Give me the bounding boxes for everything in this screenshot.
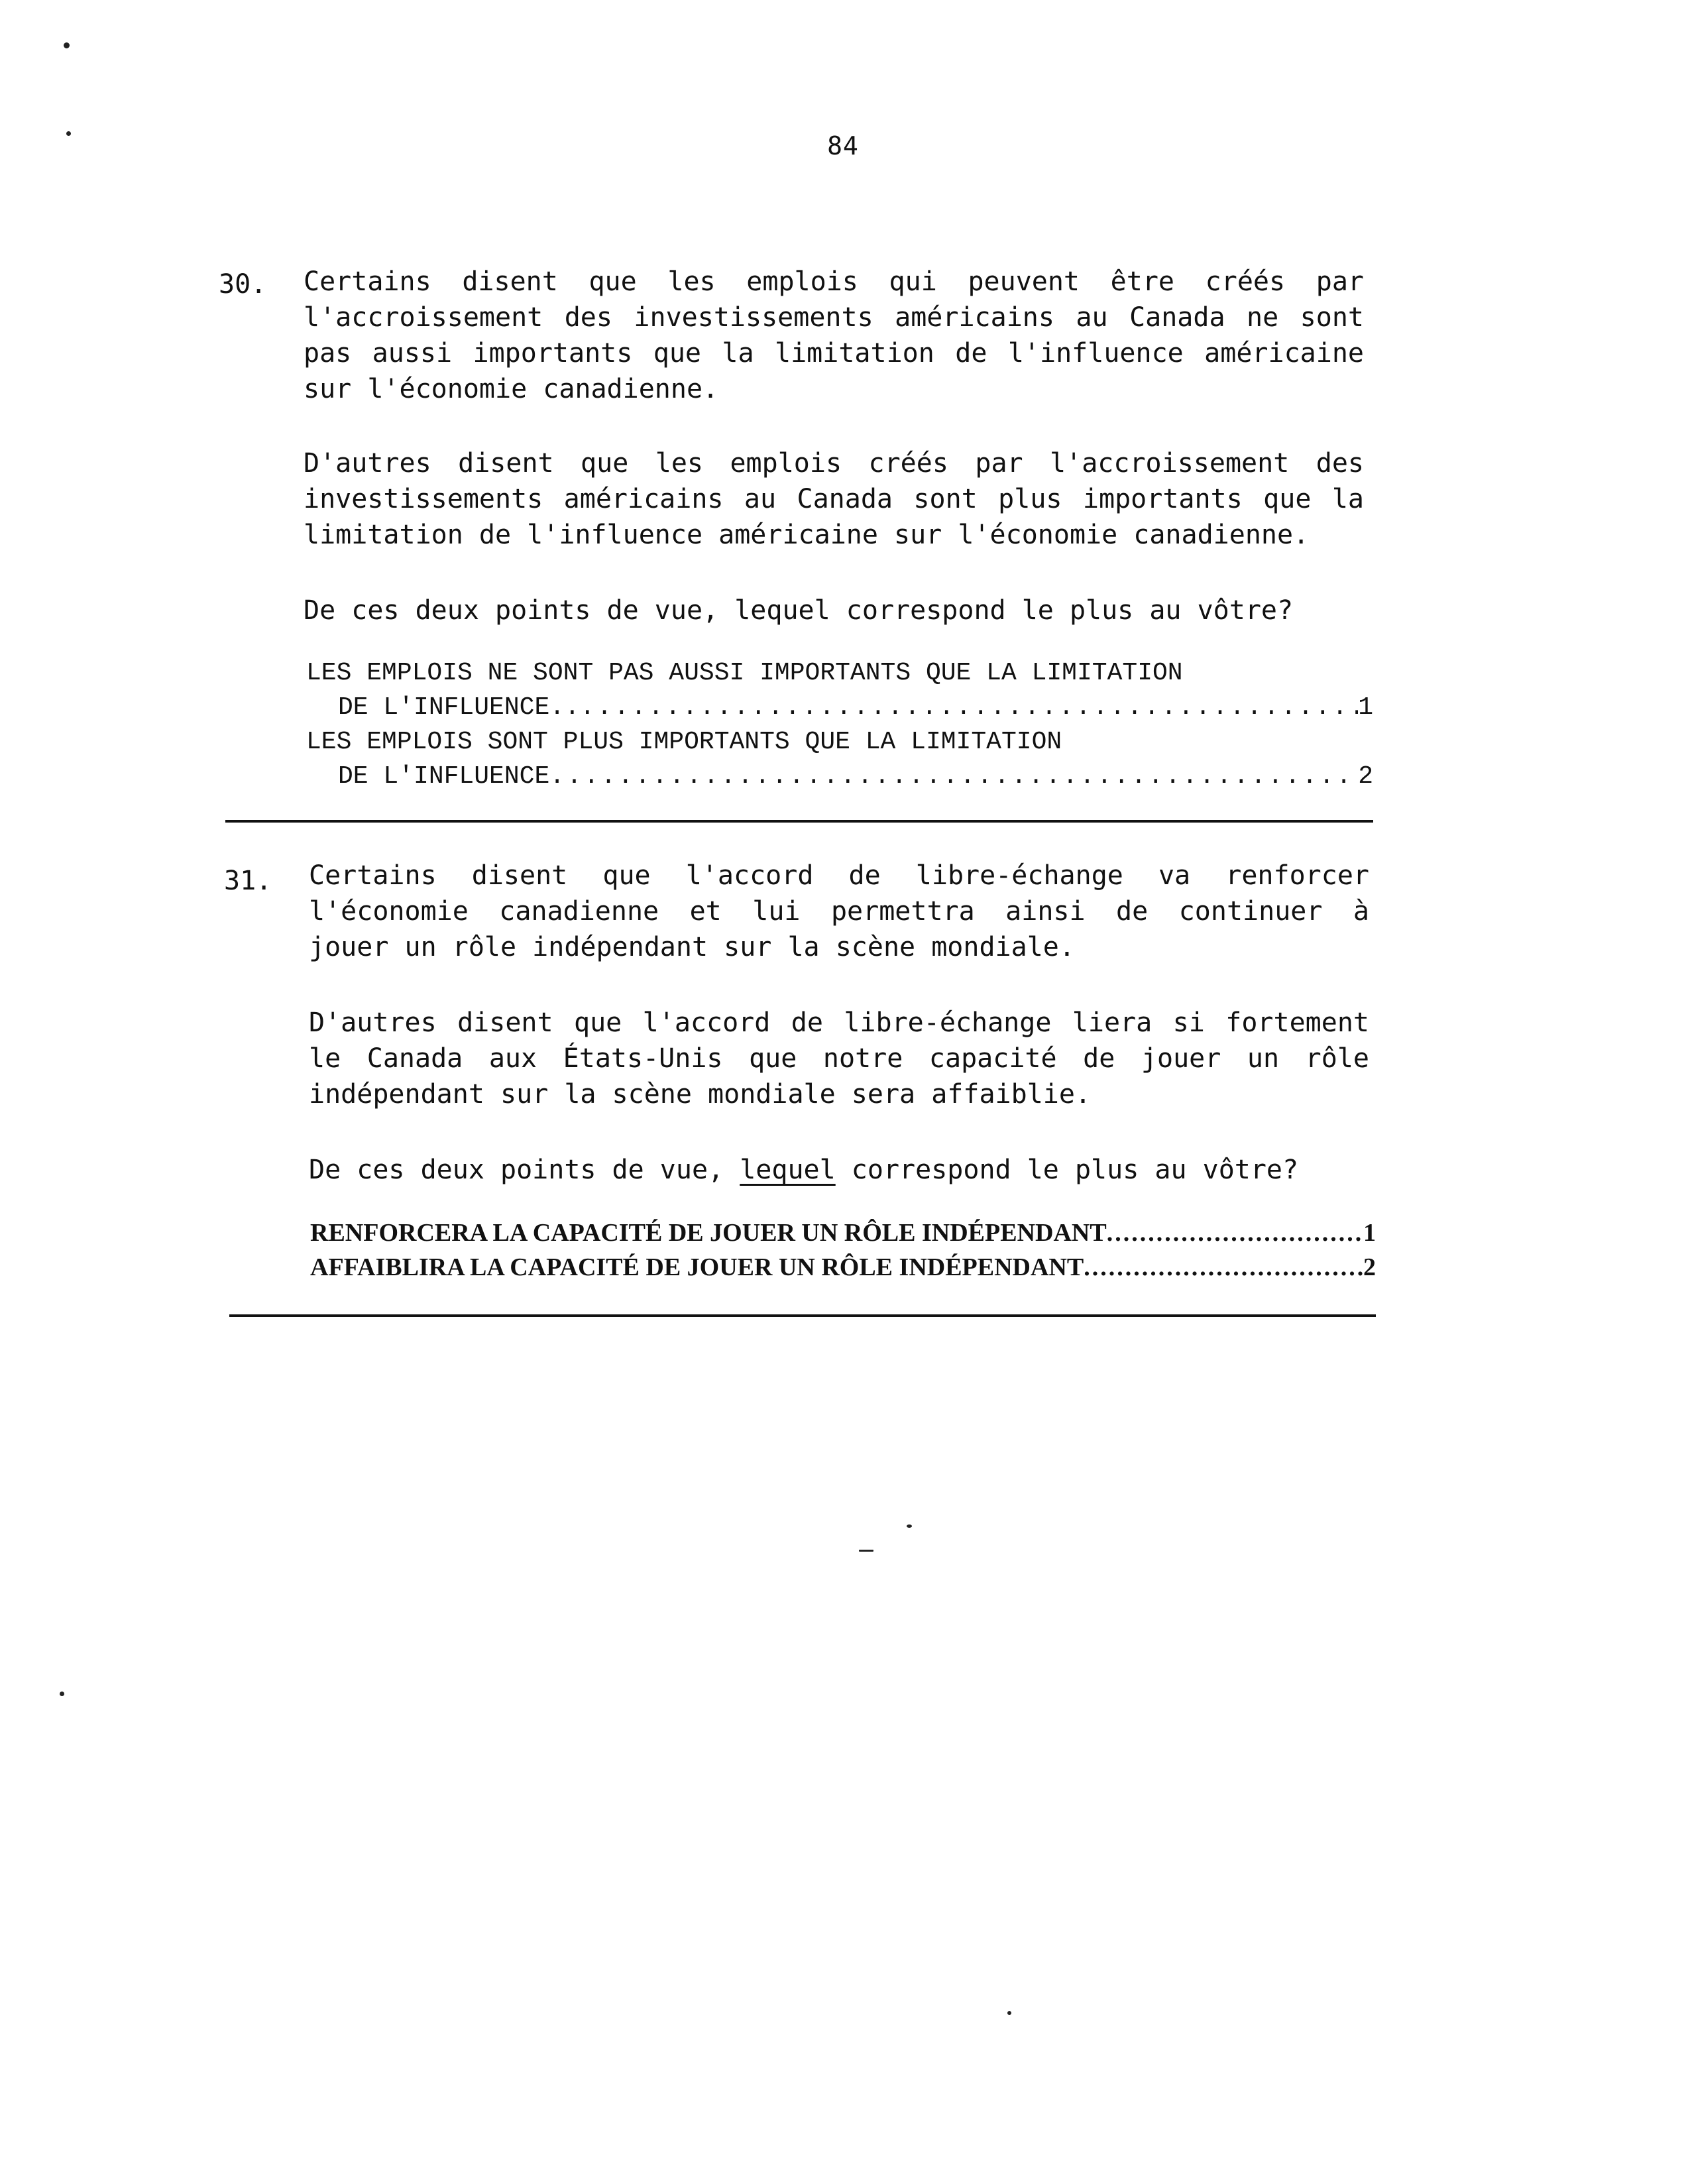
statement-line: jouer un rôle indépendant sur la scène mondiale.: [309, 932, 1075, 962]
question-31-statement-a: [309, 858, 1369, 965]
question-31-prompt: [309, 1152, 1298, 1188]
option-label: LES EMPLOIS SONT PLUS IMPORTANTS QUE LA LIMITATION: [306, 728, 1062, 756]
question-30-prompt: De ces deux points de vue, lequel correspond le plus au vôtre?: [304, 595, 1294, 626]
option-2: [310, 1250, 1376, 1285]
option-code: 1: [1358, 693, 1373, 722]
scan-speck: [1007, 2011, 1011, 2015]
option-label: DE L'INFLUENCE: [338, 762, 550, 791]
option-label: RENFORCERA LA CAPACITÉ DE JOUER UN RÔLE INDÉPENDANT: [310, 1219, 1107, 1247]
option-1-line-1: [306, 656, 1373, 691]
question-30-statement-a: [304, 264, 1364, 407]
question-31-options: [310, 1216, 1376, 1285]
option-1-line-2: [306, 691, 1373, 725]
option-label: AFFAIBLIRA LA CAPACITÉ DE JOUER UN RÔLE INDÉPENDANT: [310, 1253, 1084, 1281]
option-2-line-2: [306, 760, 1373, 794]
statement-line: le Canada aux États-Unis que notre capacité de jouer un rôle: [309, 1043, 1369, 1074]
statement-line: Certains disent que les emplois qui peuvent être créés par: [304, 266, 1364, 297]
section-divider: [225, 820, 1373, 823]
question-30-options: [306, 656, 1373, 794]
option-code: 2: [1358, 762, 1373, 791]
question-30-statement-b: [304, 445, 1364, 553]
statement-line: investissements américains au Canada sont plus importants que la: [304, 484, 1364, 514]
prompt-text: correspond le plus au vôtre?: [835, 1155, 1299, 1185]
statement-line: D'autres disent que les emplois créés par l'accroissement des: [304, 448, 1364, 479]
scan-speck: [859, 1550, 873, 1552]
prompt-text: De ces deux points de vue,: [309, 1155, 740, 1185]
scan-speck: [66, 131, 71, 136]
question-31-statement-b: [309, 1005, 1369, 1112]
prompt-emphasis: lequel: [740, 1155, 836, 1185]
option-label: DE L'INFLUENCE..: [338, 693, 580, 722]
page-number: 84: [827, 131, 859, 160]
scan-speck: [60, 1692, 64, 1696]
section-divider: [229, 1314, 1376, 1317]
question-30-number: 30.: [219, 269, 267, 300]
statement-line: l'économie canadienne et lui permettra ainsi de continuer à: [309, 896, 1369, 927]
leader-dots: [1084, 1250, 1363, 1285]
statement-line: l'accroissement des investissements américains au Canada ne sont: [304, 302, 1364, 333]
option-label: LES EMPLOIS NE SONT PAS AUSSI IMPORTANTS QUE LA LIMITATION: [306, 659, 1183, 687]
statement-line: limitation de l'influence américaine sur l'économie canadienne.: [304, 520, 1310, 550]
option-2-line-1: [306, 725, 1373, 760]
statement-line: sur l'économie canadienne.: [304, 374, 719, 404]
option-code: 1: [1363, 1219, 1376, 1247]
scan-speck: [64, 42, 70, 48]
option-code: 2: [1363, 1253, 1376, 1281]
statement-line: Certains disent que l'accord de libre-échange va renforcer: [309, 860, 1369, 891]
scan-speck: [907, 1524, 912, 1528]
question-31-number: 31.: [224, 866, 272, 896]
statement-line: pas aussi importants que la limitation de l'influence américaine: [304, 338, 1364, 369]
statement-line: indépendant sur la scène mondiale sera affaiblie.: [309, 1079, 1092, 1110]
option-1: [310, 1216, 1376, 1250]
leader-dots: [1107, 1216, 1363, 1250]
statement-line: D'autres disent que l'accord de libre-échange liera si fortement: [309, 1007, 1369, 1038]
leader-dots: [549, 760, 1358, 794]
leader-dots: [580, 691, 1358, 725]
